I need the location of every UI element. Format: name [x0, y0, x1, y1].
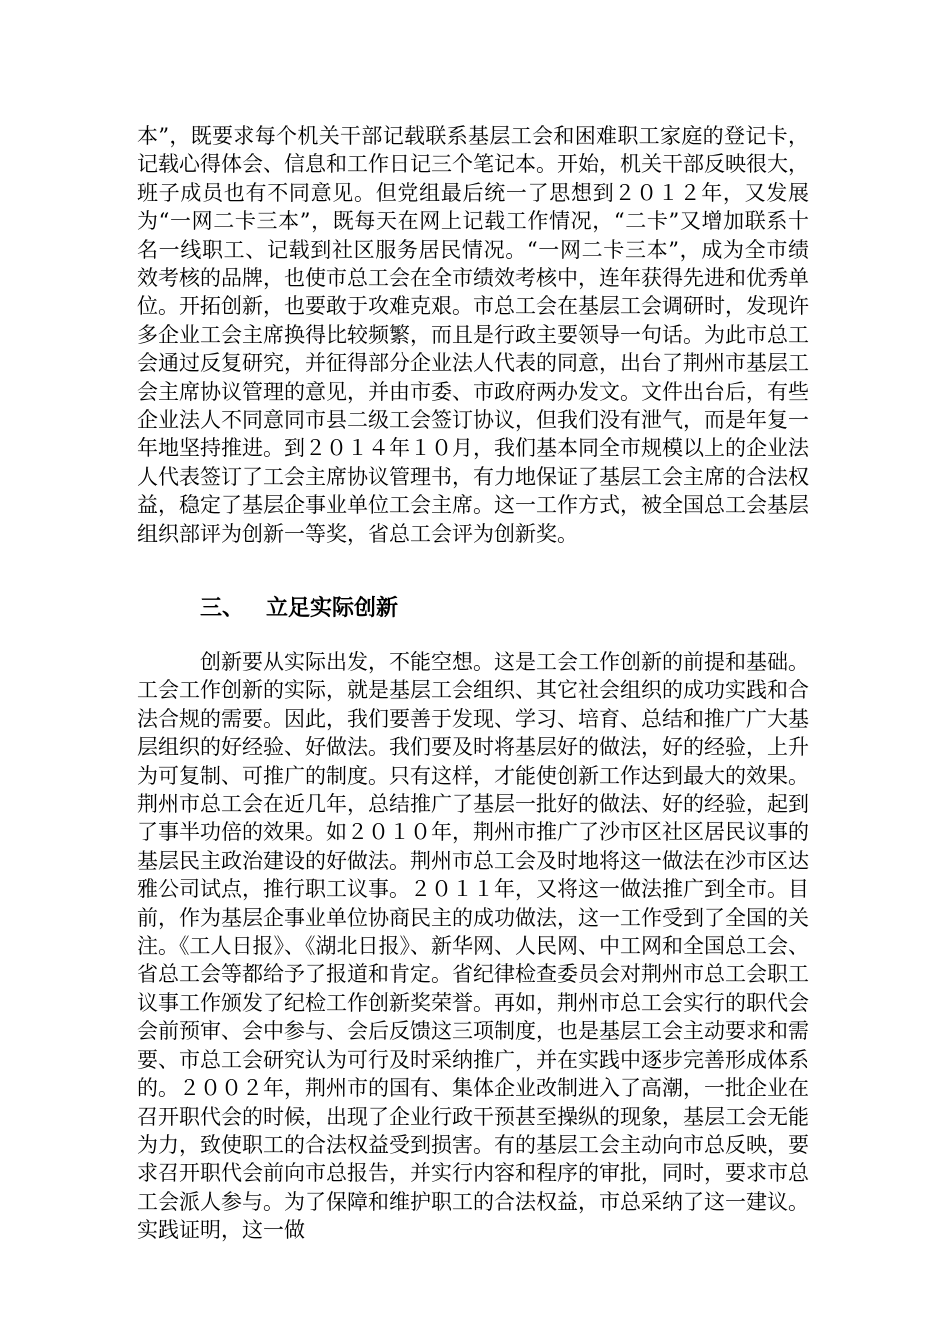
- body-paragraph-continued: 本”，既要求每个机关干部记载联系基层工会和困难职工家庭的登记卡，记载心得体会、信息和工作日记三个笔记本。开始，机关干部反映很大，班子成员也有不同意见。但党组最后统一了思想到２０１２年，又发展为“一网二卡三本”，既每天在网上记载工作情况，“二卡”又增加联系十名一线职工、记载到社区服务居民情况。“一网二卡三本”，成为全市绩效考核的品牌，也使市总工会在全市绩效考核中，连年获得先进和优秀单位。开拓创新，也要敢于攻难克艰。市总工会在基层工会调研时，发现许多企业工会主席换得比较频繁，而且是行政主要领导一句话。为此市总工会通过反复研究，并征得部分企业法人代表的同意，出台了荆州市基层工会主席协议管理的意见，并由市委、市政府两办发文。文件出台后，有些企业法人不同意同市县二级工会签订协议，但我们没有泄气，而是年复一年地坚持推进。到２０１４年１０月，我们基本同全市规模以上的企业法人代表签订了工会主席协议管理书，有力地保证了基层工会主席的合法权益，稳定了基层企事业单位工会主席。这一工作方式，被全国总工会基层组织部评为创新一等奖，省总工会评为创新奖。: [137, 124, 809, 546]
- body-paragraph: 创新要从实际出发，不能空想。这是工会工作创新的前提和基础。工会工作创新的实际，就是基层工会组织、其它社会组织的成功实践和合法合规的需要。因此，我们要善于发现、学习、培育、总结和推广广大基层组织的好经验、好做法。我们要及时将基层好的做法，好的经验，上升为可复制、可推广的制度。只有这样，才能使创新工作达到最大的效果。荆州市总工会在近几年，总结推广了基层一批好的做法、好的经验，起到了事半功倍的效果。如２０１０年，荆州市推广了沙市区社区居民议事的基层民主政治建设的好做法。荆州市总工会及时地将这一做法在沙市区达雅公司试点，推行职工议事。２０１１年，又将这一做法推广到全市。目前，作为基层企事业单位协商民主的成功做法，这一工作受到了全国的关注。《工人日报》、《湖北日报》、新华网、人民网、中工网和全国总工会、省总工会等都给予了报道和肯定。省纪律检查委员会对荆州市总工会职工议事工作颁发了纪检工作创新奖荣誉。再如，荆州市总工会实行的职代会会前预审、会中参与、会后反馈这三项制度，也是基层工会主动要求和需要、市总工会研究认为可行及时采纳推广，并在实践中逐步完善形成体系的。２００２年，荆州市的国有、集体企业改制进入了高潮，一批企业在召开职代会的时候，出现了企业行政干预甚至操纵的现象，基层工会无能为力，致使职工的合法权益受到损害。有的基层工会主动向市总反映，要求召开职代会前向市总报告，并实行内容和程序的审批，同时，要求市总工会派人参与。为了保障和维护职工的合法权益，市总采纳了这一建议。实践证明，这一做: [137, 650, 809, 1243]
- section-title: 立足实际创新: [266, 596, 399, 621]
- section-number: 三、: [200, 596, 245, 621]
- section-heading: [200, 594, 398, 624]
